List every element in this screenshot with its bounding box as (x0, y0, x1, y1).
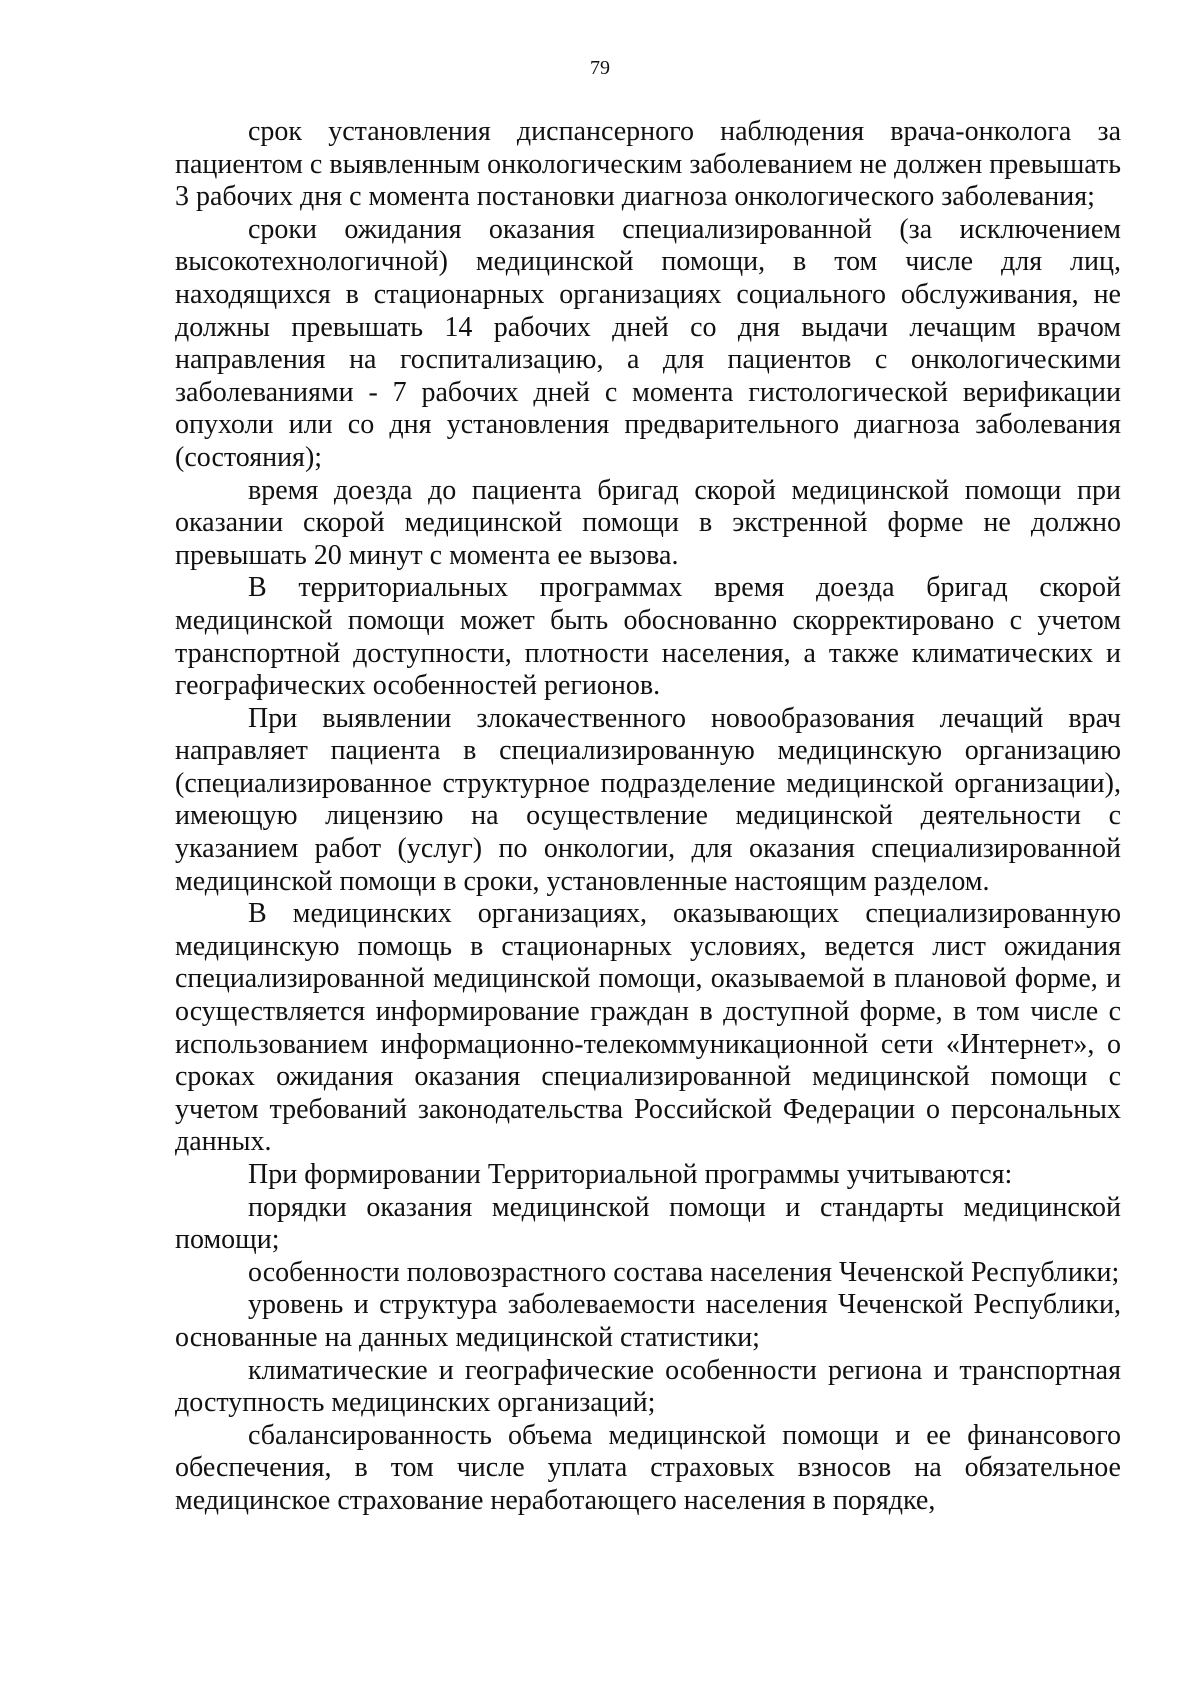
list-item-financial-balance: сбалансированность объема медицинской помощи и ее финансового обеспечения, в том числе уплата страховых взносов на обязательное медицинское страхование неработающего населения в порядке, (175, 1419, 1121, 1516)
paragraph-territorial-adjustment: В территориальных программах время доезда бригад скорой медицинской помощи может быть обоснованно скорректировано с учетом транспортной доступности, плотности населения, а также климатических и географических особенностей регионов. (175, 572, 1121, 702)
paragraph-oncology-referral: При выявлении злокачественного новообразования лечащий врач направляет пациента в специализированную медицинскую организацию (специализированное структурное подразделение медицинской организации), имеющую лицензию на осуществление медицинской деятельности с указанием работ (услуг) по онкологии, для оказания специализированной медицинской помощи в сроки, установленные настоящим разделом. (175, 702, 1121, 897)
list-item-standards: порядки оказания медицинской помощи и стандарты медицинской помощи; (175, 1191, 1121, 1256)
document-body (175, 116, 1121, 1518)
list-item-morbidity: уровень и структура заболеваемости населения Чеченской Республики, основанные на данных медицинской статистики; (175, 1289, 1121, 1353)
page-number: 79 (590, 57, 610, 79)
paragraph-program-factors-intro: При формировании Территориальной программы учитываются: (248, 1159, 1013, 1190)
list-item-geography: климатические и географические особенности региона и транспортная доступность медицинских организаций; (175, 1354, 1121, 1419)
list-item-population-structure: особенности половозрастного состава населения Чеченской Республики; (248, 1256, 1120, 1288)
paragraph-diagnosis-deadline: срок установления диспансерного наблюдения врача-онколога за пациентом с выявленным онкологическим заболеванием не должен превышать 3 рабочих дня с момента постановки диагноза онкологического заболевания; (175, 116, 1121, 213)
paragraph-specialized-care-wait: сроки ожидания оказания специализированной (за исключением высокотехнологичной) медицинской помощи, в том числе для лиц, находящихся в стационарных организациях социального обслуживания, не должны превышать 14 рабочих дней со дня выдачи лечащим врачом направления на госпитализацию, а для пациентов с онкологическими заболеваниями - 7 рабочих дней с момента гистологической верификации опухоли или со дня установления предварительного диагноза заболевания (состояния); (175, 213, 1121, 473)
paragraph-waiting-list: В медицинских организациях, оказывающих специализированную медицинскую помощь в стационарных условиях, ведется лист ожидания специализированной медицинской помощи, оказываемой в плановой форме, и осуществляется информирование граждан в доступной форме, в том числе с использованием информационно-телекоммуникационной сети «Интернет», о сроках ожидания оказания специализированной медицинской помощи с учетом требований законодательства Российской Федерации о персональных данных. (175, 898, 1121, 1158)
paragraph-ambulance-arrival: время доезда до пациента бригад скорой медицинской помощи при оказании скорой медицинской помощи в экстренной форме не должно превышать 20 минут с момента ее вызова. (175, 474, 1121, 571)
